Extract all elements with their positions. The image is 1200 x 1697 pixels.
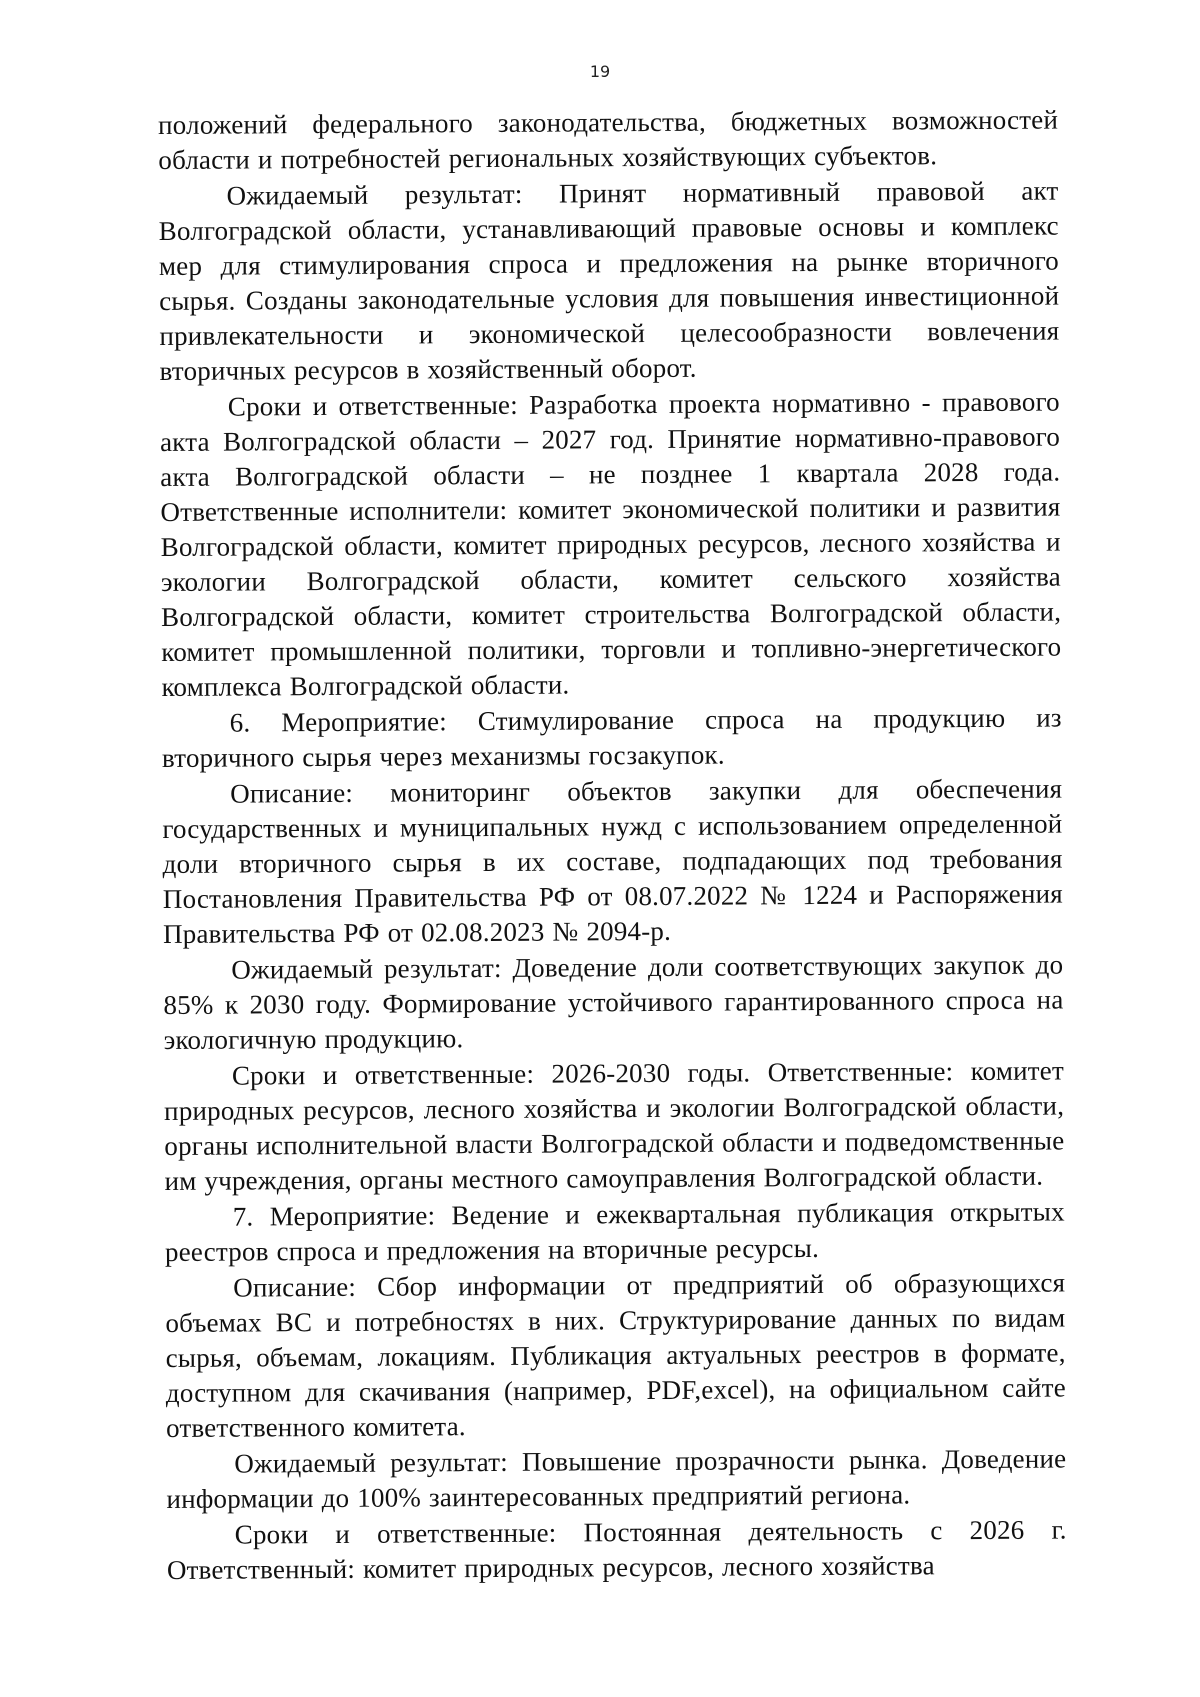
paragraph-deadlines-6: Сроки и ответственные: 2026-2030 годы. Ответственные: комитет природных ресурсов, лесного хозяйства и экологии Волгоградской области, органы исполнительной власти Волгоградской области и подведомственные им учреждения, органы местного самоуправления Волгоградской области. [164, 1055, 1065, 1196]
paragraph-measure-6: 6. Мероприятие: Стимулирование спроса на продукцию из вторичного сырья через механизмы госзакупок. [161, 702, 1062, 773]
paragraph-description-7: Описание: Сбор информации от предприятий об образующихся объемах ВС и потребностях в них. Структурирование данных по видам сырья, объемам, локациям. Публикация актуальных реестров в формате, доступном для скачивания (например, PDF,excel), на официальном сайте ответственного комитета. [165, 1267, 1066, 1443]
paragraph-deadlines-7: Сроки и ответственные: Постоянная деятельность с 2026 г. Ответственный: комитет природных ресурсов, лесного хозяйства [166, 1514, 1067, 1585]
paragraph-continuation: положений федерального законодательства, бюджетных возможностей области и потребностей региональных хозяйствующих субъектов. [158, 104, 1059, 175]
page-number: 19 [589, 62, 611, 81]
paragraph-expected-result-6: Ожидаемый результат: Доведение доли соответствующих закупок до 85% к 2030 году. Формирование устойчивого гарантированного спроса на экологичную продукцию. [163, 949, 1064, 1055]
paragraph-deadlines-1: Сроки и ответственные: Разработка проекта нормативно - правового акта Волгоградской области – 2027 год. Принятие нормативно-правового акта Волгоградской области – не позднее 1 квартала 2028 года. Ответственные исполнители: комитет экономической политики и развития Волгоградской области, комитет природных ресурсов, лесного хозяйства и экологии Волгоградской области, комитет сельского хозяйства Волгоградской области, комитет строительства Волгоградской области, комитет промышленной политики, торговли и топливно-энергетического комплекса Волгоградской области. [159, 386, 1062, 702]
paragraph-expected-result-7: Ожидаемый результат: Повышение прозрачности рынка. Доведение информации до 100% заинтересованных предприятий региона. [166, 1443, 1067, 1514]
paragraph-description-6: Описание: мониторинг объектов закупки для обеспечения государственных и муниципальных нужд с использованием определенной доли вторичного сырья в их составе, подпадающих под требования Постановления Правительства РФ от 08.07.2022 № 1224 и Распоряжения Правительства РФ от 02.08.2023 № 2094-р. [162, 773, 1063, 949]
paragraph-expected-result-1: Ожидаемый результат: Принят нормативный правовой акт Волгоградской области, устанавливающий правовые основы и комплекс мер для стимулирования спроса и предложения на рынке вторичного сырья. Созданы законодательные условия для повышения инвестиционной привлекательности и экономической целесообразности вовлечения вторичных ресурсов в хозяйственный оборот. [158, 175, 1060, 386]
paragraph-measure-7: 7. Мероприятие: Ведение и ежеквартальная публикация открытых реестров спроса и предложения на вторичные ресурсы. [164, 1196, 1065, 1267]
document-body [158, 103, 1067, 1589]
